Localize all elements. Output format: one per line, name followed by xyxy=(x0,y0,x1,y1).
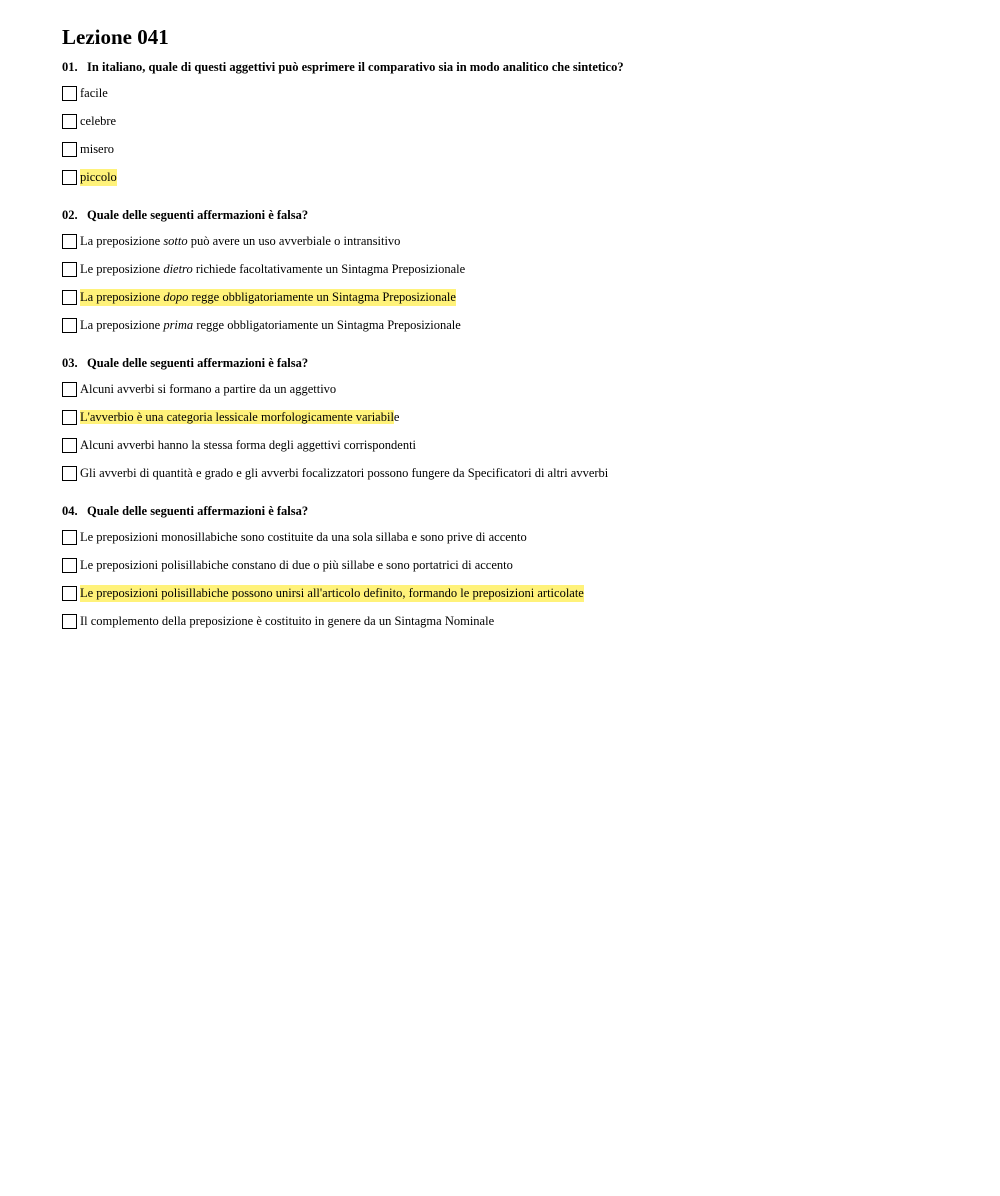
option-checkbox[interactable] xyxy=(62,438,77,453)
option-text-part: richiede facoltativamente un Sintagma Preposizionale xyxy=(192,262,466,276)
option-label xyxy=(80,233,400,250)
option-text-part: e xyxy=(393,410,400,424)
option-checkbox[interactable] xyxy=(62,558,77,573)
question-number: 01. xyxy=(62,60,78,74)
option-text-italic: dietro xyxy=(163,262,193,276)
option-label: piccolo xyxy=(80,170,117,184)
option-item xyxy=(62,85,962,113)
option-label: Alcuni avverbi hanno la stessa forma degli aggettivi corrispondenti xyxy=(80,438,417,452)
option-list xyxy=(62,529,962,641)
option-text-part: Le preposizione xyxy=(80,262,164,276)
option-list xyxy=(62,85,962,197)
option-checkbox[interactable] xyxy=(62,410,77,425)
option-checkbox[interactable] xyxy=(62,530,77,545)
option-checkbox[interactable] xyxy=(62,586,77,601)
option-checkbox[interactable] xyxy=(62,382,77,397)
option-item-highlighted xyxy=(62,289,962,317)
question-prompt: In italiano, quale di questi aggettivi può esprimere il comparativo sia in modo analitico che sintetico? xyxy=(87,60,624,74)
question-01 xyxy=(62,58,962,197)
option-checkbox[interactable] xyxy=(62,86,77,101)
option-text-part: può avere un uso avverbiale o intransitivo xyxy=(187,234,401,248)
question-number: 03. xyxy=(62,356,78,370)
option-label: facile xyxy=(80,86,108,100)
option-label: Gli avverbi di quantità e grado e gli avverbi focalizzatori possono fungere da Specificatori di altri avverbi xyxy=(80,466,609,480)
option-item xyxy=(62,233,962,261)
option-label xyxy=(80,289,456,306)
option-label: Le preposizioni monosillabiche sono costituite da una sola sillaba e sono prive di accento xyxy=(80,530,527,544)
quiz-page xyxy=(62,24,962,641)
option-checkbox[interactable] xyxy=(62,290,77,305)
question-text xyxy=(62,206,962,224)
question-02 xyxy=(62,206,962,345)
option-text-part: La preposizione xyxy=(80,290,164,304)
option-item-highlighted xyxy=(62,169,962,197)
option-checkbox[interactable] xyxy=(62,234,77,249)
option-text-highlighted: L'avverbio è una categoria lessicale morfologicamente variabil xyxy=(80,410,394,424)
option-item xyxy=(62,437,962,465)
question-prompt: Quale delle seguenti affermazioni è falsa? xyxy=(87,356,309,370)
option-checkbox[interactable] xyxy=(62,142,77,157)
option-checkbox[interactable] xyxy=(62,466,77,481)
option-item xyxy=(62,557,962,585)
option-item xyxy=(62,613,962,641)
question-text xyxy=(62,354,962,372)
option-text-part: La preposizione xyxy=(80,318,164,332)
option-label: celebre xyxy=(80,114,117,128)
option-checkbox[interactable] xyxy=(62,614,77,629)
question-prompt: Quale delle seguenti affermazioni è falsa? xyxy=(87,504,309,518)
option-list xyxy=(62,233,962,345)
option-list xyxy=(62,381,962,493)
option-item xyxy=(62,141,962,169)
option-label: misero xyxy=(80,142,115,156)
option-text-italic: prima xyxy=(163,318,194,332)
option-label xyxy=(80,317,461,334)
question-03 xyxy=(62,354,962,493)
option-text-italic: dopo xyxy=(163,290,189,304)
question-number: 02. xyxy=(62,208,78,222)
option-item xyxy=(62,261,962,289)
option-text-italic: sotto xyxy=(163,234,188,248)
option-label: Il complemento della preposizione è costituito in genere da un Sintagma Nominale xyxy=(80,614,495,628)
option-label: Le preposizioni polisillabiche constano di due o più sillabe e sono portatrici di accento xyxy=(80,558,513,572)
option-label xyxy=(80,409,399,426)
question-prompt: Quale delle seguenti affermazioni è falsa? xyxy=(87,208,309,222)
option-item-highlighted xyxy=(62,585,962,613)
option-text-part: La preposizione xyxy=(80,234,164,248)
lesson-title: Lezione 041 xyxy=(62,25,169,49)
option-item xyxy=(62,529,962,557)
option-checkbox[interactable] xyxy=(62,262,77,277)
option-checkbox[interactable] xyxy=(62,114,77,129)
option-item xyxy=(62,381,962,409)
question-text xyxy=(62,58,962,76)
option-text-part: regge obbligatoriamente un Sintagma Preposizionale xyxy=(193,318,461,332)
option-label: Le preposizioni polisillabiche possono unirsi all'articolo definito, formando le preposizioni articolate xyxy=(80,586,584,600)
option-label: Alcuni avverbi si formano a partire da un aggettivo xyxy=(80,382,337,396)
question-text xyxy=(62,502,962,520)
question-number: 04. xyxy=(62,504,78,518)
option-item-highlighted xyxy=(62,409,962,437)
option-item xyxy=(62,113,962,141)
option-text-part: regge obbligatoriamente un Sintagma Preposizionale xyxy=(188,290,456,304)
option-item xyxy=(62,317,962,345)
option-label xyxy=(80,261,465,278)
question-04 xyxy=(62,502,962,641)
option-item xyxy=(62,465,962,493)
option-checkbox[interactable] xyxy=(62,170,77,185)
option-checkbox[interactable] xyxy=(62,318,77,333)
